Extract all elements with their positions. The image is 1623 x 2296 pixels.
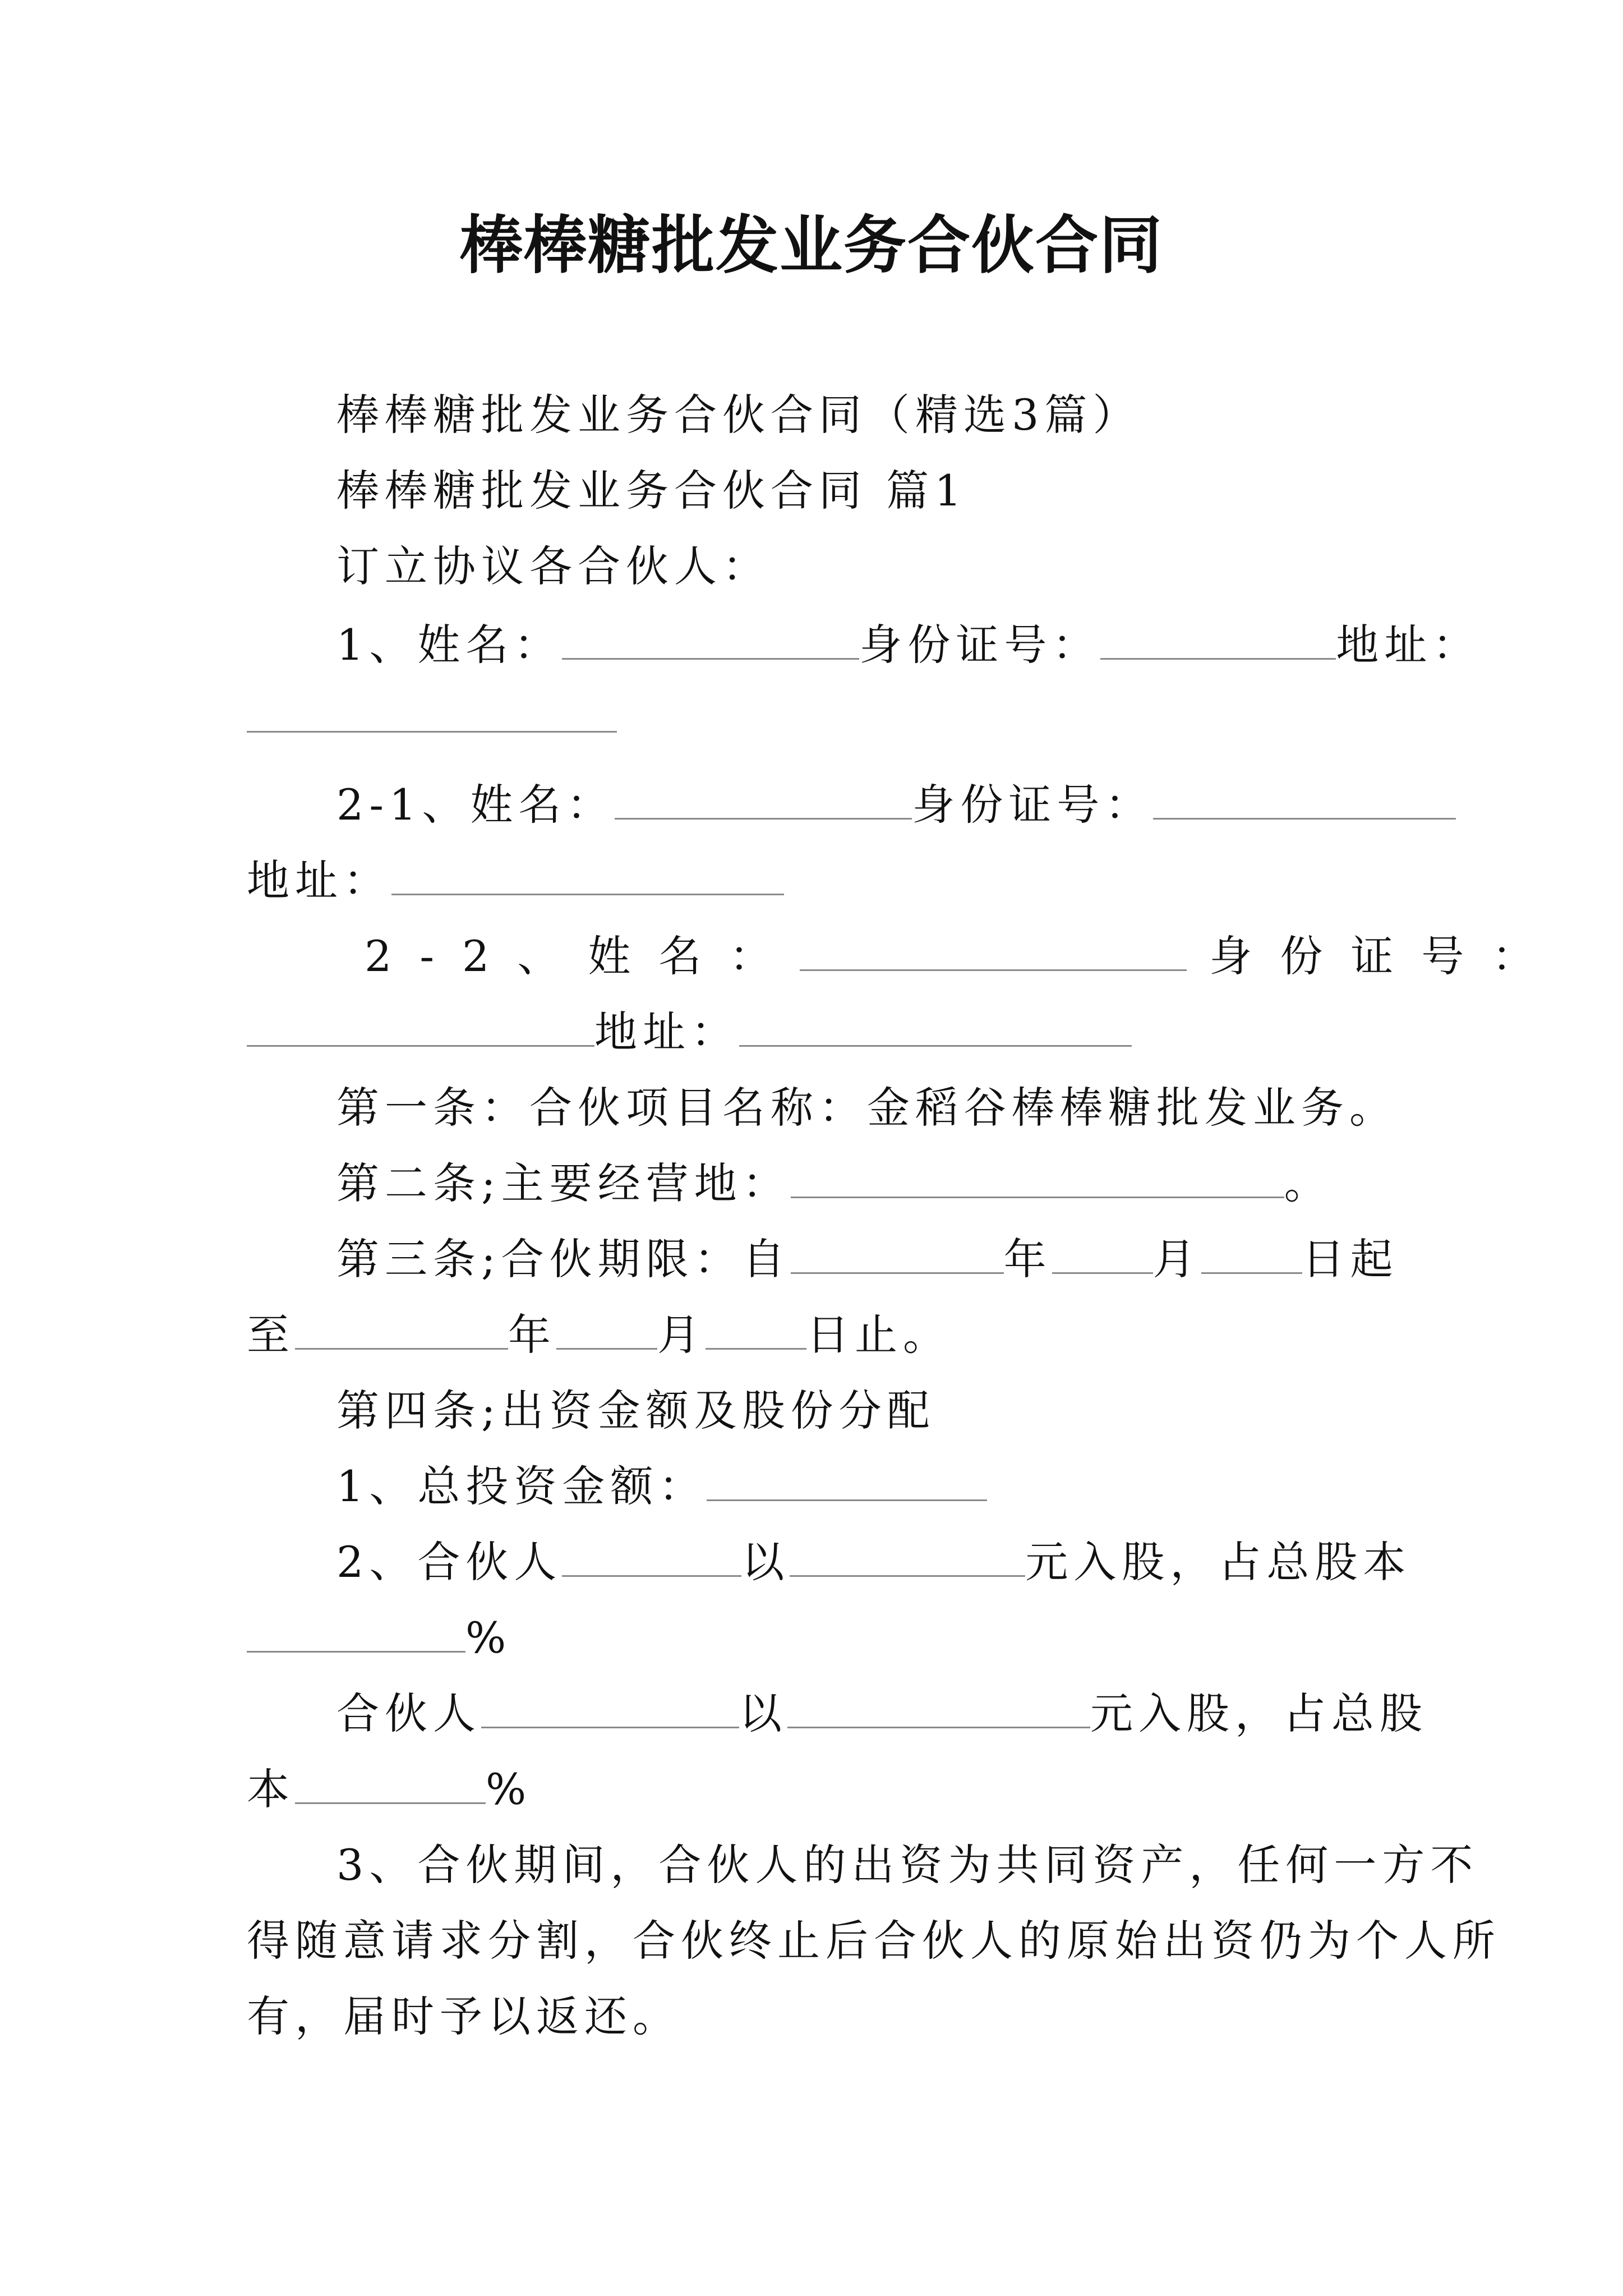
partner-2-2-id-label: 身份证号： (1209, 931, 1563, 981)
article-2-end: 。 (1284, 1158, 1332, 1208)
end-month-label: 月 (657, 1310, 706, 1360)
total-investment-blank (707, 1459, 987, 1501)
partner-1-line (336, 617, 1481, 673)
contribution-1-pct-blank (247, 1611, 465, 1653)
subtitle-line (336, 387, 1141, 443)
article-1 (336, 1080, 1398, 1136)
end-day-blank (706, 1308, 806, 1350)
contribution-2-pct-blank (295, 1762, 486, 1804)
partner-2-1-addr-blank (391, 853, 784, 895)
day-start-label: 日起 (1302, 1234, 1399, 1284)
part-heading (336, 463, 967, 519)
contribution-2-pct-line (247, 1761, 532, 1818)
subtitle-text: 棒棒糖批发业务合伙合同（精选3篇） (336, 390, 1141, 440)
partner-2-1-name-blank (615, 777, 912, 820)
contribution-2-ben: 本 (247, 1764, 295, 1814)
partner-1-id-blank (1100, 618, 1336, 660)
start-day-blank (1201, 1232, 1302, 1274)
partner-1-name-label: 1、姓名： (336, 620, 562, 670)
partner-2-2-line (365, 928, 1562, 984)
to-label: 至 (247, 1310, 295, 1360)
end-year-blank (295, 1308, 508, 1350)
contribution-2-pct: % (486, 1764, 532, 1814)
business-location-blank (791, 1156, 1284, 1198)
contribution-2-line (336, 1686, 1428, 1742)
contribution-1-amount-blank (790, 1535, 1025, 1577)
article-3-start: 第三条;合伙期限：自 (336, 1234, 791, 1284)
contribution-2-with: 以 (739, 1688, 787, 1738)
partner-2-2-addr-label: 地址： (594, 1007, 739, 1057)
partner-2-2-name-blank (800, 929, 1187, 971)
start-year-blank (791, 1232, 1004, 1274)
article-4-text: 第四条;出资金额及股份分配 (336, 1386, 935, 1435)
article-3-line-2 (247, 1307, 951, 1363)
partner-1-id-label: 身份证号： (859, 620, 1101, 670)
article-1-text: 第一条：合伙项目名称：金稻谷棒棒糖批发业务。 (336, 1083, 1398, 1133)
contribution-2-share-text: 元入股，占总股 (1090, 1688, 1428, 1738)
total-investment-label: 1、总投资金额： (336, 1461, 707, 1511)
parties-intro-text: 订立协议各合伙人： (336, 541, 771, 591)
partner-2-2-addr-line (247, 1004, 1132, 1060)
contribution-1-pct-line (247, 1610, 511, 1666)
contribution-1-partner: 2、合伙人 (336, 1537, 562, 1587)
contribution-1-with: 以 (741, 1537, 790, 1587)
start-month-blank (1052, 1232, 1153, 1274)
partner-2-1-id-blank (1153, 777, 1456, 820)
partner-2-2-name-label: 2-2、姓名： (365, 931, 800, 981)
partner-1-addr-label: 地址： (1336, 620, 1481, 670)
contribution-2-partner-blank (481, 1686, 739, 1728)
partner-2-1-name-label: 2-1、姓名： (336, 780, 615, 830)
clause-3-line-1 (336, 1837, 1478, 1893)
document-title: 棒棒糖批发业务合伙合同 (460, 209, 1163, 282)
partner-2-1-line (336, 777, 1456, 833)
end-month-blank (556, 1308, 657, 1350)
clause-3-line-3 (247, 1989, 681, 2045)
contribution-1-partner-blank (562, 1535, 741, 1577)
article-4 (336, 1383, 935, 1439)
clause-3-text-3: 有，届时予以返还。 (247, 1991, 681, 2041)
partner-1-name-blank (562, 618, 859, 660)
partner-2-2-addr-blank (739, 1005, 1132, 1047)
end-day-label: 日止。 (806, 1310, 951, 1360)
partner-2-1-id-label: 身份证号： (912, 780, 1154, 830)
clause-3-text-1: 3、合伙期间，合伙人的出资为共同资产，任何一方不 (336, 1840, 1479, 1890)
contribution-2-amount-blank (787, 1686, 1090, 1728)
partner-2-2-id-blank (247, 1005, 594, 1047)
contribution-1-line (336, 1534, 1411, 1590)
contribution-1-pct: % (465, 1613, 512, 1663)
article-3-line-1 (336, 1231, 1399, 1287)
part-heading-text: 棒棒糖批发业务合伙合同 篇1 (336, 466, 967, 516)
partner-2-1-addr-line (247, 853, 784, 909)
month-label: 月 (1152, 1234, 1201, 1284)
parties-intro (336, 539, 771, 595)
partner-1-addr-line (247, 690, 617, 746)
partner-1-addr-blank (247, 691, 617, 733)
clause-3-line-2 (247, 1913, 1501, 1969)
clause-3-text-2: 得随意请求分割，合伙终止后合伙人的原始出资仍为个人所 (247, 1916, 1501, 1966)
article-2-text: 第二条;主要经营地： (336, 1158, 791, 1208)
total-investment-line (336, 1458, 987, 1515)
article-2 (336, 1156, 1332, 1212)
contribution-1-share-text: 元入股，占总股本 (1025, 1537, 1412, 1587)
end-year-label: 年 (508, 1310, 556, 1360)
year-label: 年 (1003, 1234, 1052, 1284)
contribution-2-partner: 合伙人 (336, 1688, 481, 1738)
partner-2-1-addr-label: 地址： (247, 855, 391, 905)
